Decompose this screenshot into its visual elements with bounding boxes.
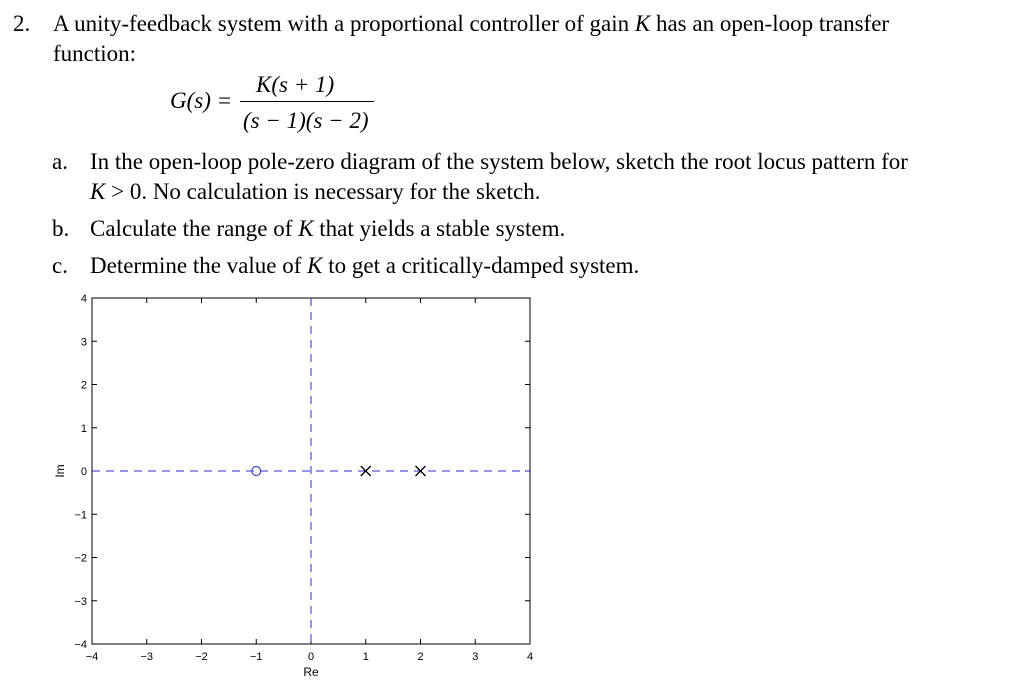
y-tick-label: −1 — [74, 509, 87, 522]
y-tick-label: −4 — [74, 639, 87, 651]
part-a-line2-text: > 0. No calculation is necessary for the sketch. — [105, 179, 541, 204]
x-tick-label: −1 — [249, 651, 263, 663]
gain-symbol: K — [634, 11, 651, 36]
x-tick-label: −3 — [140, 651, 154, 663]
part-c-text: Determine the value of K to get a critically-damped system. — [90, 253, 640, 278]
part-a-label: a. — [52, 149, 68, 174]
question-stem-line2: function: — [53, 41, 137, 66]
x-tick-label: 1 — [362, 651, 369, 663]
equation-denominator: (s − 1)(s − 2) — [243, 108, 369, 133]
equation-numerator: K(s + 1) — [256, 72, 335, 97]
question-number: 2. — [13, 11, 31, 36]
x-axis-label: Re — [303, 665, 319, 679]
x-tick-label: 3 — [472, 651, 479, 663]
part-c-label: c. — [52, 253, 68, 278]
y-tick-label: −2 — [74, 552, 87, 565]
stem-text-b: has an open-loop transfer — [655, 11, 890, 36]
y-axis-label: Im — [53, 464, 67, 478]
part-b-text: Calculate the range of K that yields a stable system. — [90, 216, 566, 241]
x-tick-label: 2 — [417, 651, 424, 663]
y-tick-label: 4 — [80, 293, 87, 305]
y-tick-label: 3 — [80, 336, 87, 349]
equation-lhs: G(s) = — [170, 88, 233, 113]
y-tick-label: 2 — [80, 379, 87, 392]
x-tick-label: −2 — [195, 651, 208, 663]
x-tick-label: −4 — [85, 651, 99, 663]
stem-text-a: A unity-feedback system with a proportional controller of gain — [53, 11, 630, 36]
part-a-line1: In the open-loop pole-zero diagram of the system below, sketch the root locus pattern for — [90, 149, 908, 174]
y-tick-label: 0 — [80, 466, 87, 478]
part-b-label: b. — [52, 216, 70, 241]
y-tick-label: −3 — [74, 595, 87, 608]
x-tick-label: 4 — [526, 651, 534, 663]
y-tick-label: 1 — [80, 422, 87, 435]
x-tick-label: 0 — [307, 651, 315, 663]
part-a-gain-symbol: K — [90, 179, 106, 204]
